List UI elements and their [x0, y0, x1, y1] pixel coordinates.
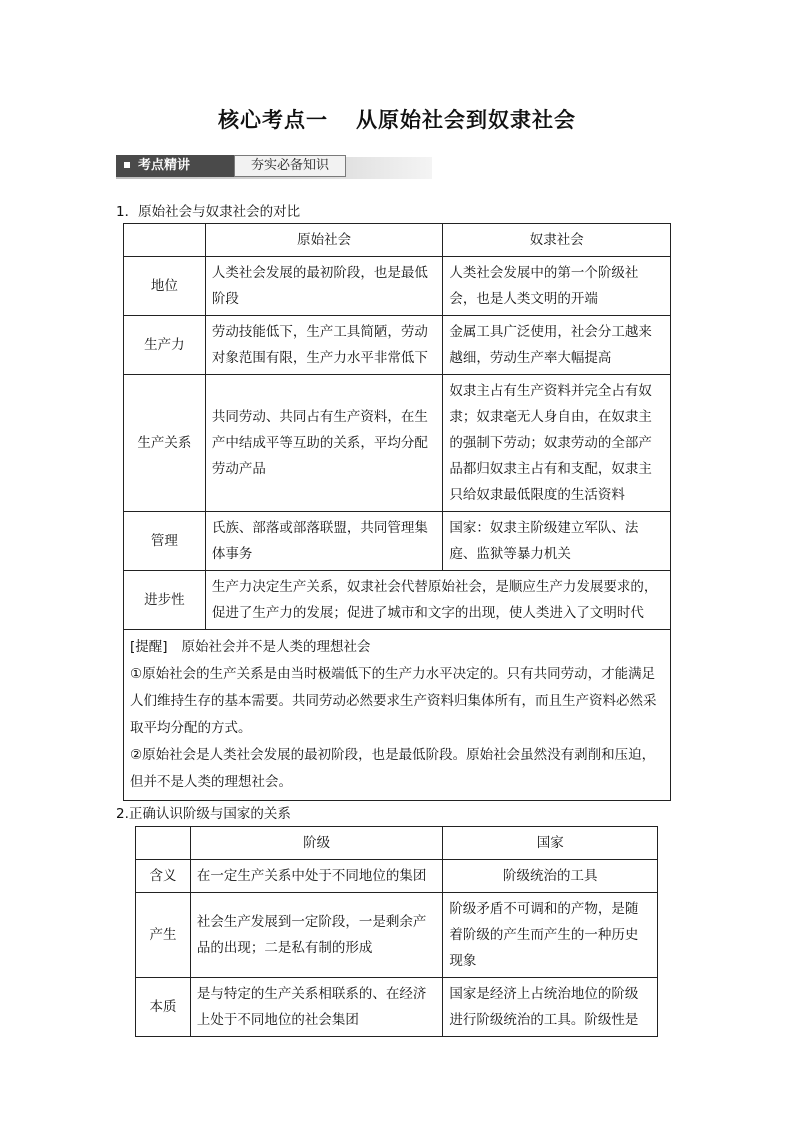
table-cell: 社会生产发展到一定阶段，一是剩余产品的出现；二是私有制的形成: [190, 893, 442, 978]
table-row: [124, 512, 671, 571]
table-row: [124, 316, 671, 375]
table-row: [124, 257, 671, 316]
note-paragraph: ①原始社会的生产关系是由当时极端低下的生产力水平决定的。只有共同劳动，才能满足人们维持生存的基本需要。共同劳动必然要求生产资料归集体所有，而且生产资料必然采取平均分配的方式。: [130, 666, 657, 736]
row-label: 生产关系: [124, 375, 206, 512]
table-row: [124, 571, 671, 630]
note-paragraph: ②原始社会是人类社会发展的最初阶段，也是最低阶段。原始社会虽然没有剥削和压迫，但并不是人类的理想社会。: [130, 747, 656, 790]
column-header: 奴隶社会: [443, 224, 671, 257]
table-header-row: [124, 224, 671, 257]
table-cell: 金属工具广泛使用，社会分工越来越细，劳动生产率大幅提高: [443, 316, 671, 375]
table-cell: 生产力决定生产关系，奴隶社会代替原始社会，是顺应生产力发展要求的，促进了生产力的发展；促进了城市和文字的出现，使人类进入了文明时代: [205, 571, 670, 630]
column-header: 阶级: [190, 827, 442, 860]
page-title: [0, 104, 794, 134]
row-label: 地位: [124, 257, 206, 316]
title-right: 从原始社会到奴隶社会: [356, 107, 576, 132]
table-row: [124, 375, 671, 512]
square-bullet-icon: [124, 162, 130, 168]
reminder-note: [124, 630, 671, 801]
table-row: [136, 860, 658, 893]
row-label: 本质: [136, 978, 191, 1037]
row-label: 产生: [136, 893, 191, 978]
section1-heading: 1．原始社会与奴隶社会的对比: [116, 204, 301, 220]
table-cell: 共同劳动、共同占有生产资料，在生产中结成平等互助的关系，平均分配劳动产品: [205, 375, 443, 512]
section-banner: [116, 155, 432, 181]
table-cell: 人类社会发展中的第一个阶级社会，也是人类文明的开端: [443, 257, 671, 316]
table-cell: 阶级矛盾不可调和的产物，是随着阶级的产生而产生的一种历史现象: [443, 893, 658, 978]
banner-label: 考点精讲: [116, 155, 234, 177]
table-cell: 氏族、部落或部落联盟，共同管理集体事务: [205, 512, 443, 571]
table-row: [136, 978, 658, 1037]
section2-heading: 2.正确认识阶级与国家的关系: [116, 806, 291, 822]
banner-subtitle: 夯实必备知识: [234, 155, 346, 177]
row-label: 含义: [136, 860, 191, 893]
row-label: 生产力: [124, 316, 206, 375]
table-row: [136, 893, 658, 978]
table-cell: 人类社会发展的最初阶段，也是最低阶段: [205, 257, 443, 316]
table-cell: 奴隶主占有生产资料并完全占有奴隶；奴隶毫无人身自由，在奴隶主的强制下劳动；奴隶劳动的全部产品都归奴隶主占有和支配，奴隶主只给奴隶最低限度的生活资料: [443, 375, 671, 512]
table-cell: 国家：奴隶主阶级建立军队、法庭、监狱等暴力机关: [443, 512, 671, 571]
class-state-table: [135, 826, 658, 1037]
row-label: 管理: [124, 512, 206, 571]
table-cell: 国家是经济上占统治地位的阶级进行阶级统治的工具。阶级性是: [443, 978, 658, 1037]
column-header: 国家: [443, 827, 658, 860]
note-row: [124, 630, 671, 801]
note-title: 原始社会并不是人类的理想社会: [181, 639, 371, 655]
table-cell: 是与特定的生产关系相联系的、在经济上处于不同地位的社会集团: [190, 978, 442, 1037]
row-label: 进步性: [124, 571, 206, 630]
column-header: 原始社会: [205, 224, 443, 257]
table-cell: 在一定生产关系中处于不同地位的集团: [190, 860, 442, 893]
table-header-row: [136, 827, 658, 860]
table-cell: 劳动技能低下，生产工具简陋，劳动对象范围有限，生产力水平非常低下: [205, 316, 443, 375]
table-cell: 阶级统治的工具: [443, 860, 658, 893]
title-left: 核心考点一: [218, 107, 328, 132]
note-label: [提醒]: [130, 639, 168, 655]
comparison-table: [123, 223, 671, 801]
